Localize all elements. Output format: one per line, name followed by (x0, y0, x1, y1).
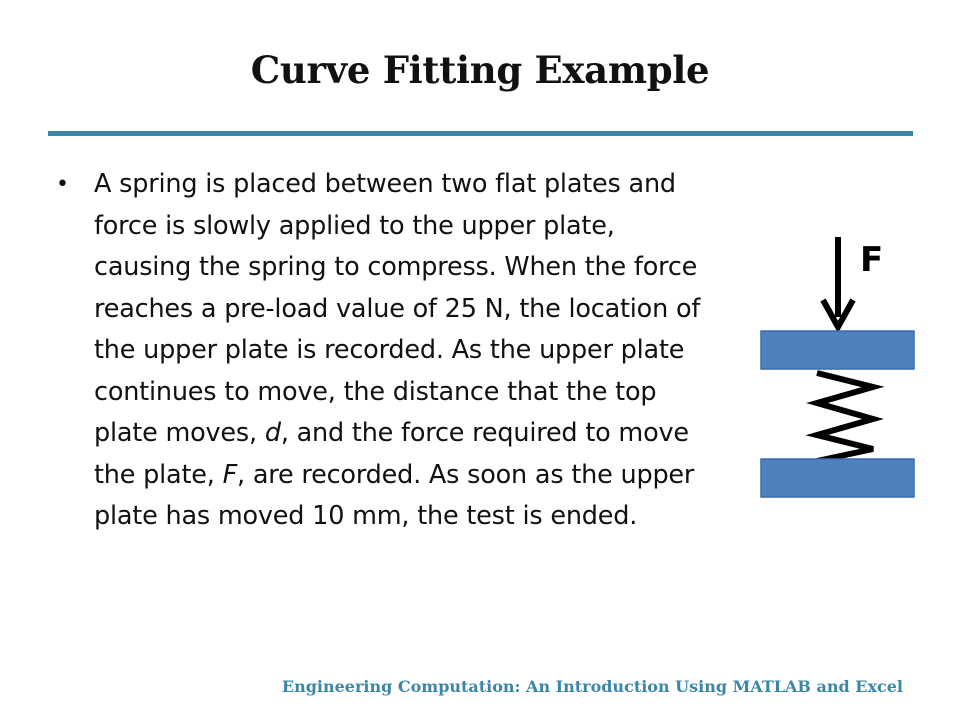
bullet-list (56, 164, 716, 538)
force-label: F (860, 240, 884, 280)
footer-text: Engineering Computation: An Introduction Using MATLAB and Excel (281, 677, 903, 696)
slide-title: Curve Fitting Example (250, 48, 710, 92)
bullet-item (94, 164, 716, 538)
upper-plate (761, 331, 914, 369)
bullet-text-part-2: , and the force required to move the plate, (94, 418, 689, 490)
bullet-dot-icon: • (56, 172, 69, 197)
spring-diagram (755, 235, 925, 505)
bullet-text-part-3: , are recorded. As soon as the upper plate has moved 10 mm, the test is ended. (94, 459, 695, 531)
lower-plate (761, 459, 914, 497)
variable-d: d (264, 418, 281, 448)
spring-icon (817, 373, 873, 461)
bullet-text-part-1: A spring is placed between two flat plates and force is slowly applied to the upper plate, causing the spring to compress. When the force reaches a pre-load value of 25 N, the location of the upper plate is recorded. As the upper plate continues to move, the distance that the top plate moves, (94, 169, 701, 448)
variable-F: F (222, 459, 238, 490)
title-divider (48, 131, 913, 136)
force-arrow-icon (823, 237, 853, 327)
